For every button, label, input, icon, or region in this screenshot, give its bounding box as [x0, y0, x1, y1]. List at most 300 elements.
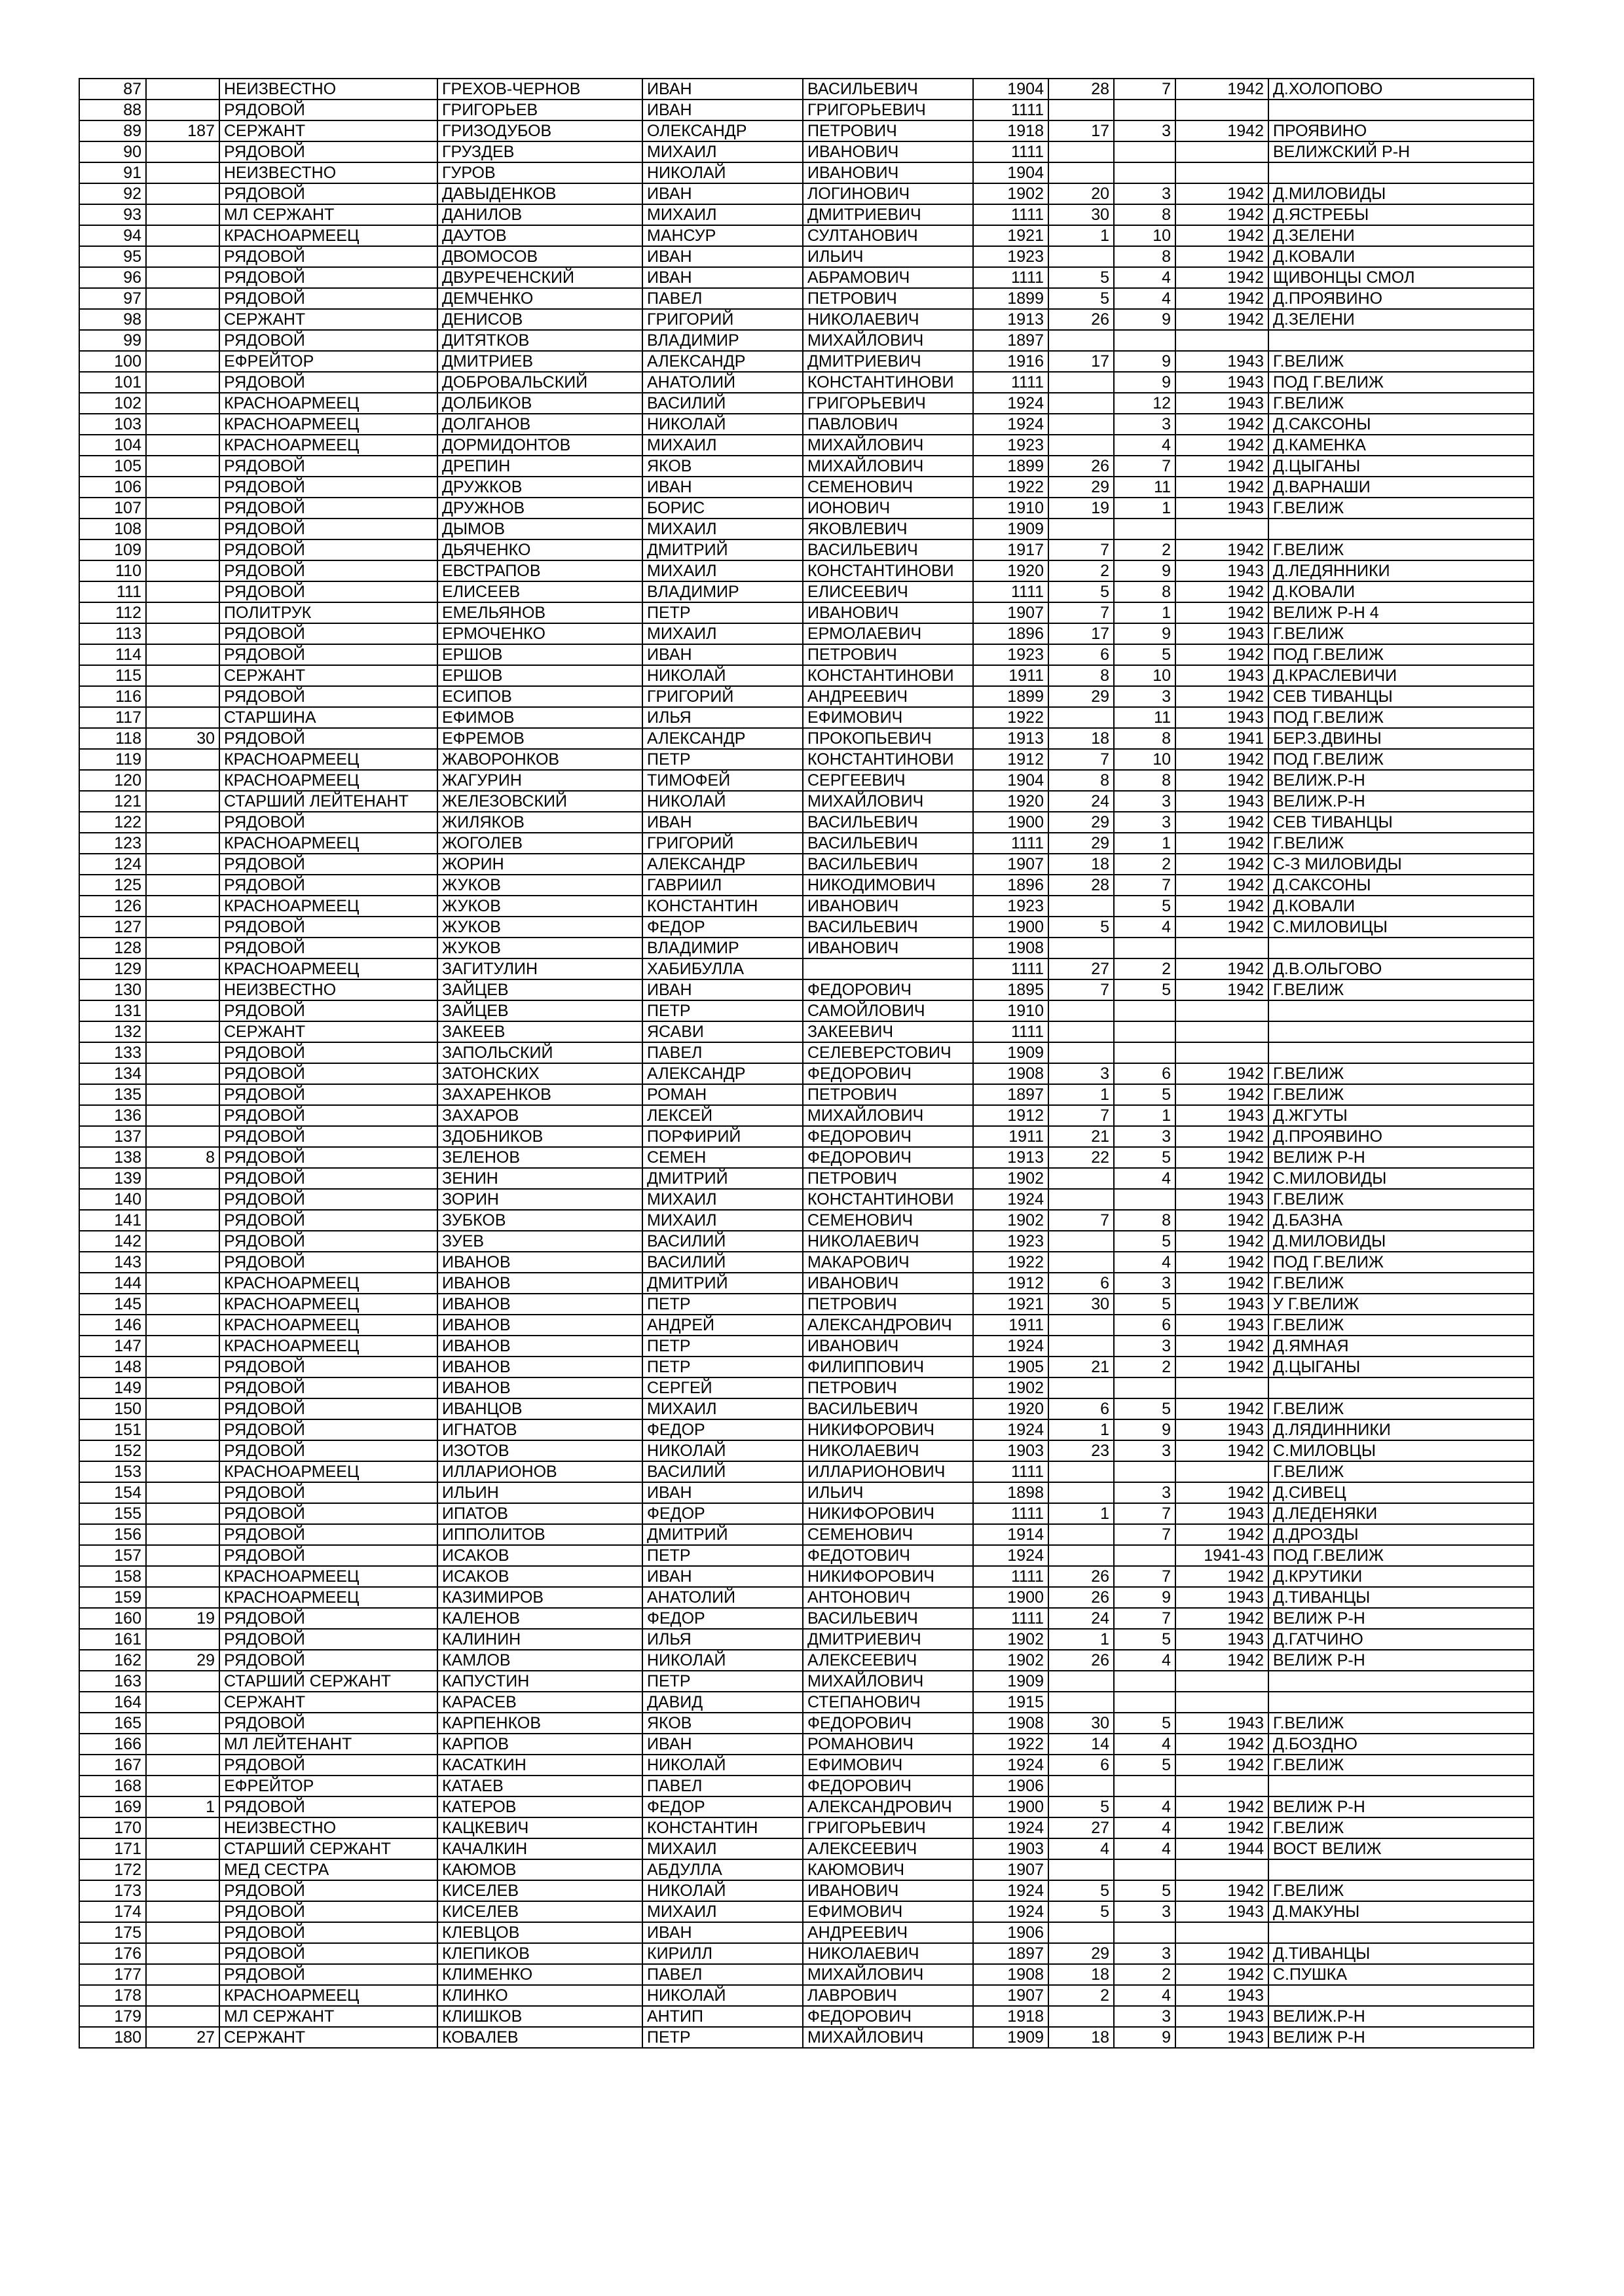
code-cell — [146, 812, 219, 833]
place-cell: Д.ЯСТРЕБЫ — [1268, 204, 1534, 225]
surname-cell: ДОЛБИКОВ — [437, 393, 642, 414]
code-cell: 1 — [146, 1796, 219, 1817]
rank-cell: ПОЛИТРУК — [219, 602, 437, 623]
patronymic-cell: ПЕТРОВИЧ — [803, 1168, 973, 1189]
rank-cell: РЯДОВОЙ — [219, 1042, 437, 1063]
code-cell: 30 — [146, 728, 219, 749]
rank-cell: РЯДОВОЙ — [219, 498, 437, 519]
death-month-cell: 3 — [1114, 812, 1175, 833]
birth-year-cell: 1111 — [973, 372, 1048, 393]
birth-year-cell: 1111 — [973, 1608, 1048, 1629]
rank-cell: РЯДОВОЙ — [219, 1147, 437, 1168]
table-row — [79, 958, 1534, 979]
surname-cell: ИЗОТОВ — [437, 1440, 642, 1461]
first-name-cell: НИКОЛАЙ — [642, 1440, 803, 1461]
code-cell — [146, 707, 219, 728]
birth-year-cell: 1913 — [973, 728, 1048, 749]
death-year-cell: 1943 — [1175, 707, 1268, 728]
code-cell — [146, 1545, 219, 1566]
first-name-cell: МИХАИЛ — [642, 1210, 803, 1231]
death-day-cell: 30 — [1048, 1713, 1114, 1734]
table-row — [79, 1336, 1534, 1357]
death-year-cell: 1942 — [1175, 1210, 1268, 1231]
code-cell — [146, 1042, 219, 1063]
table-row — [79, 896, 1534, 917]
table-row — [79, 1105, 1534, 1126]
first-name-cell: ПЕТР — [642, 602, 803, 623]
death-month-cell: 2 — [1114, 854, 1175, 875]
code-cell — [146, 1357, 219, 1377]
death-day-cell: 18 — [1048, 1964, 1114, 1985]
row-number-cell: 150 — [79, 1398, 146, 1419]
place-cell: Г.ВЕЛИЖ — [1268, 1461, 1534, 1482]
code-cell: 19 — [146, 1608, 219, 1629]
row-number-cell: 105 — [79, 456, 146, 477]
patronymic-cell: ПЕТРОВИЧ — [803, 120, 973, 141]
code-cell — [146, 435, 219, 456]
table-row — [79, 267, 1534, 288]
rank-cell: РЯДОВОЙ — [219, 560, 437, 581]
surname-cell: ИВАНОВ — [437, 1252, 642, 1273]
code-cell — [146, 1377, 219, 1398]
row-number-cell: 90 — [79, 141, 146, 162]
death-month-cell: 3 — [1114, 686, 1175, 707]
surname-cell: ЗАЙЦЕВ — [437, 1000, 642, 1021]
surname-cell: ДОРМИДОНТОВ — [437, 435, 642, 456]
rank-cell: КРАСНОАРМЕЕЦ — [219, 1294, 437, 1315]
surname-cell: ЖИЛЯКОВ — [437, 812, 642, 833]
death-year-cell: 1943 — [1175, 623, 1268, 644]
first-name-cell: ИВАН — [642, 979, 803, 1000]
code-cell — [146, 1692, 219, 1713]
surname-cell: ДЫМОВ — [437, 519, 642, 539]
place-cell: ВЕЛИЖ Р-Н — [1268, 1608, 1534, 1629]
death-year-cell: 1942 — [1175, 875, 1268, 896]
row-number-cell: 119 — [79, 749, 146, 770]
table-row — [79, 1524, 1534, 1545]
death-month-cell: 4 — [1114, 267, 1175, 288]
surname-cell: КАПУСТИН — [437, 1671, 642, 1692]
place-cell: Г.ВЕЛИЖ — [1268, 1063, 1534, 1084]
death-year-cell: 1942 — [1175, 1734, 1268, 1755]
rank-cell: СЕРЖАНТ — [219, 2027, 437, 2048]
row-number-cell: 124 — [79, 854, 146, 875]
table-row — [79, 330, 1534, 351]
rank-cell: РЯДОВОЙ — [219, 1650, 437, 1671]
surname-cell: ЕВСТРАПОВ — [437, 560, 642, 581]
place-cell: Г.ВЕЛИЖ — [1268, 351, 1534, 372]
code-cell — [146, 875, 219, 896]
rank-cell: СЕРЖАНТ — [219, 665, 437, 686]
first-name-cell: МИХАИЛ — [642, 1398, 803, 1419]
birth-year-cell: 1903 — [973, 1838, 1048, 1859]
row-number-cell: 100 — [79, 351, 146, 372]
death-day-cell: 1 — [1048, 1503, 1114, 1524]
row-number-cell: 171 — [79, 1838, 146, 1859]
row-number-cell: 123 — [79, 833, 146, 854]
death-month-cell: 4 — [1114, 1734, 1175, 1755]
code-cell — [146, 1315, 219, 1336]
table-row — [79, 1063, 1534, 1084]
surname-cell: ИЛЬИН — [437, 1482, 642, 1503]
place-cell: Д.ПРОЯВИНО — [1268, 1126, 1534, 1147]
table-row — [79, 1231, 1534, 1252]
birth-year-cell: 1111 — [973, 141, 1048, 162]
surname-cell: ИПАТОВ — [437, 1503, 642, 1524]
table-row — [79, 833, 1534, 854]
patronymic-cell: ЕФИМОВИЧ — [803, 1901, 973, 1922]
birth-year-cell: 1924 — [973, 1817, 1048, 1838]
death-day-cell — [1048, 1315, 1114, 1336]
death-month-cell: 3 — [1114, 1126, 1175, 1147]
first-name-cell: КИРИЛЛ — [642, 1943, 803, 1964]
death-month-cell: 5 — [1114, 1755, 1175, 1776]
rank-cell: РЯДОВОЙ — [219, 917, 437, 938]
first-name-cell: ВАСИЛИЙ — [642, 393, 803, 414]
death-month-cell: 10 — [1114, 749, 1175, 770]
birth-year-cell: 1900 — [973, 917, 1048, 938]
first-name-cell: КОНСТАНТИН — [642, 1817, 803, 1838]
patronymic-cell: ВАСИЛЬЕВИЧ — [803, 1398, 973, 1419]
patronymic-cell: МАКАРОВИЧ — [803, 1252, 973, 1273]
row-number-cell: 136 — [79, 1105, 146, 1126]
first-name-cell: ФЕДОР — [642, 1796, 803, 1817]
first-name-cell: ПЕТР — [642, 749, 803, 770]
birth-year-cell: 1900 — [973, 1587, 1048, 1608]
death-year-cell: 1942 — [1175, 1398, 1268, 1419]
table-row — [79, 644, 1534, 665]
table-row — [79, 204, 1534, 225]
death-year-cell: 1943 — [1175, 1419, 1268, 1440]
place-cell: БЕР.З.ДВИНЫ — [1268, 728, 1534, 749]
surname-cell: ГРИГОРЬЕВ — [437, 100, 642, 120]
row-number-cell: 158 — [79, 1566, 146, 1587]
birth-year-cell: 1111 — [973, 1461, 1048, 1482]
table-row — [79, 1922, 1534, 1943]
death-day-cell — [1048, 1776, 1114, 1796]
death-day-cell: 24 — [1048, 791, 1114, 812]
place-cell: Д.ВАРНАШИ — [1268, 477, 1534, 498]
death-month-cell — [1114, 1545, 1175, 1566]
death-month-cell: 9 — [1114, 560, 1175, 581]
place-cell: Д.ЗЕЛЕНИ — [1268, 309, 1534, 330]
surname-cell: КЛИМЕНКО — [437, 1964, 642, 1985]
death-day-cell: 28 — [1048, 875, 1114, 896]
surname-cell: КАТАЕВ — [437, 1776, 642, 1796]
surname-cell: ИВАНЦОВ — [437, 1398, 642, 1419]
row-number-cell: 170 — [79, 1817, 146, 1838]
death-year-cell: 1942 — [1175, 1943, 1268, 1964]
first-name-cell: ЯКОВ — [642, 456, 803, 477]
death-day-cell: 3 — [1048, 1063, 1114, 1084]
death-day-cell: 24 — [1048, 1608, 1114, 1629]
death-day-cell: 29 — [1048, 833, 1114, 854]
rank-cell: РЯДОВОЙ — [219, 183, 437, 204]
rank-cell: СТАРШИЙ ЛЕЙТЕНАНТ — [219, 791, 437, 812]
row-number-cell: 157 — [79, 1545, 146, 1566]
death-day-cell: 21 — [1048, 1357, 1114, 1377]
code-cell — [146, 1084, 219, 1105]
birth-year-cell: 1111 — [973, 1566, 1048, 1587]
birth-year-cell: 1902 — [973, 1210, 1048, 1231]
death-year-cell: 1943 — [1175, 372, 1268, 393]
table-row — [79, 1147, 1534, 1168]
place-cell: Г.ВЕЛИЖ — [1268, 833, 1534, 854]
death-day-cell — [1048, 1168, 1114, 1189]
code-cell — [146, 644, 219, 665]
rank-cell: КРАСНОАРМЕЕЦ — [219, 393, 437, 414]
patronymic-cell: ФЕДОТОВИЧ — [803, 1545, 973, 1566]
first-name-cell: НИКОЛАЙ — [642, 1755, 803, 1776]
surname-cell: КАРПЕНКОВ — [437, 1713, 642, 1734]
place-cell: Д.САКСОНЫ — [1268, 875, 1534, 896]
first-name-cell: БОРИС — [642, 498, 803, 519]
patronymic-cell: МИХАЙЛОВИЧ — [803, 1964, 973, 1985]
row-number-cell: 97 — [79, 288, 146, 309]
birth-year-cell: 1908 — [973, 1063, 1048, 1084]
birth-year-cell: 1911 — [973, 1126, 1048, 1147]
table-row — [79, 791, 1534, 812]
first-name-cell: ИВАН — [642, 812, 803, 833]
row-number-cell: 104 — [79, 435, 146, 456]
surname-cell: ЕЛИСЕЕВ — [437, 581, 642, 602]
birth-year-cell: 1923 — [973, 246, 1048, 267]
surname-cell: ЗАТОНСКИХ — [437, 1063, 642, 1084]
code-cell — [146, 854, 219, 875]
place-cell — [1268, 1000, 1534, 1021]
birth-year-cell: 1111 — [973, 100, 1048, 120]
code-cell — [146, 1880, 219, 1901]
rank-cell: РЯДОВОЙ — [219, 1503, 437, 1524]
death-day-cell — [1048, 246, 1114, 267]
patronymic-cell: КОНСТАНТИНОВИ — [803, 665, 973, 686]
place-cell: С.МИЛОВИДЫ — [1268, 1168, 1534, 1189]
death-month-cell: 4 — [1114, 435, 1175, 456]
rank-cell: КРАСНОАРМЕЕЦ — [219, 1336, 437, 1357]
code-cell — [146, 1587, 219, 1608]
patronymic-cell: АНТОНОВИЧ — [803, 1587, 973, 1608]
death-day-cell — [1048, 1922, 1114, 1943]
row-number-cell: 102 — [79, 393, 146, 414]
surname-cell: ДАУТОВ — [437, 225, 642, 246]
surname-cell: КАЗИМИРОВ — [437, 1587, 642, 1608]
death-month-cell: 5 — [1114, 1398, 1175, 1419]
birth-year-cell: 1899 — [973, 456, 1048, 477]
death-year-cell — [1175, 1692, 1268, 1713]
death-day-cell: 29 — [1048, 812, 1114, 833]
death-year-cell: 1942 — [1175, 979, 1268, 1000]
code-cell — [146, 623, 219, 644]
row-number-cell: 93 — [79, 204, 146, 225]
patronymic-cell: ФЕДОРОВИЧ — [803, 1147, 973, 1168]
surname-cell: ИСАКОВ — [437, 1566, 642, 1587]
birth-year-cell: 1914 — [973, 1524, 1048, 1545]
table-row — [79, 372, 1534, 393]
patronymic-cell: ВАСИЛЬЕВИЧ — [803, 917, 973, 938]
table-row — [79, 1419, 1534, 1440]
code-cell — [146, 414, 219, 435]
birth-year-cell: 1911 — [973, 665, 1048, 686]
first-name-cell: ДМИТРИЙ — [642, 1168, 803, 1189]
row-number-cell: 96 — [79, 267, 146, 288]
table-row — [79, 875, 1534, 896]
first-name-cell: ВЛАДИМИР — [642, 581, 803, 602]
place-cell: СЕВ ТИВАНЦЫ — [1268, 686, 1534, 707]
patronymic-cell: АНДРЕЕВИЧ — [803, 686, 973, 707]
death-month-cell: 11 — [1114, 707, 1175, 728]
row-number-cell: 131 — [79, 1000, 146, 1021]
death-month-cell — [1114, 1461, 1175, 1482]
birth-year-cell: 1923 — [973, 644, 1048, 665]
code-cell — [146, 1671, 219, 1692]
surname-cell: ЕФРЕМОВ — [437, 728, 642, 749]
death-day-cell: 5 — [1048, 288, 1114, 309]
death-month-cell: 3 — [1114, 183, 1175, 204]
rank-cell: РЯДОВОЙ — [219, 686, 437, 707]
patronymic-cell: СТЕПАНОВИЧ — [803, 1692, 973, 1713]
death-year-cell: 1942 — [1175, 602, 1268, 623]
place-cell — [1268, 100, 1534, 120]
death-year-cell: 1942 — [1175, 246, 1268, 267]
records-body — [79, 79, 1534, 2048]
surname-cell: ИВАНОВ — [437, 1336, 642, 1357]
surname-cell: КАЦКЕВИЧ — [437, 1817, 642, 1838]
table-row — [79, 477, 1534, 498]
patronymic-cell: МИХАЙЛОВИЧ — [803, 456, 973, 477]
birth-year-cell: 1896 — [973, 875, 1048, 896]
patronymic-cell: КОНСТАНТИНОВИ — [803, 749, 973, 770]
row-number-cell: 130 — [79, 979, 146, 1000]
table-row — [79, 1440, 1534, 1461]
death-month-cell: 9 — [1114, 2027, 1175, 2048]
row-number-cell: 152 — [79, 1440, 146, 1461]
place-cell — [1268, 330, 1534, 351]
rank-cell: КРАСНОАРМЕЕЦ — [219, 1985, 437, 2006]
row-number-cell: 165 — [79, 1713, 146, 1734]
death-month-cell — [1114, 100, 1175, 120]
death-month-cell: 3 — [1114, 1901, 1175, 1922]
death-day-cell: 30 — [1048, 1294, 1114, 1315]
table-row — [79, 456, 1534, 477]
patronymic-cell: СЕЛЕВЕРСТОВИЧ — [803, 1042, 973, 1063]
table-row — [79, 2006, 1534, 2027]
birth-year-cell: 1111 — [973, 1503, 1048, 1524]
code-cell — [146, 100, 219, 120]
birth-year-cell: 1913 — [973, 309, 1048, 330]
code-cell — [146, 770, 219, 791]
death-day-cell: 29 — [1048, 686, 1114, 707]
first-name-cell: ПЕТР — [642, 2027, 803, 2048]
patronymic-cell: ФЕДОРОВИЧ — [803, 2006, 973, 2027]
first-name-cell: НИКОЛАЙ — [642, 162, 803, 183]
death-day-cell — [1048, 414, 1114, 435]
table-row — [79, 1964, 1534, 1985]
code-cell — [146, 204, 219, 225]
death-day-cell: 14 — [1048, 1734, 1114, 1755]
death-year-cell: 1942 — [1175, 958, 1268, 979]
table-row — [79, 288, 1534, 309]
rank-cell: КРАСНОАРМЕЕЦ — [219, 1273, 437, 1294]
patronymic-cell: ДМИТРИЕВИЧ — [803, 204, 973, 225]
death-year-cell: 1942 — [1175, 812, 1268, 833]
birth-year-cell: 1921 — [973, 1294, 1048, 1315]
death-day-cell: 5 — [1048, 1901, 1114, 1922]
row-number-cell: 101 — [79, 372, 146, 393]
death-month-cell: 4 — [1114, 917, 1175, 938]
table-row — [79, 1461, 1534, 1482]
death-day-cell — [1048, 141, 1114, 162]
code-cell — [146, 602, 219, 623]
rank-cell: КРАСНОАРМЕЕЦ — [219, 749, 437, 770]
death-day-cell — [1048, 330, 1114, 351]
code-cell — [146, 979, 219, 1000]
birth-year-cell: 1897 — [973, 330, 1048, 351]
death-day-cell: 5 — [1048, 581, 1114, 602]
death-year-cell — [1175, 1859, 1268, 1880]
row-number-cell: 132 — [79, 1021, 146, 1042]
birth-year-cell: 1924 — [973, 1419, 1048, 1440]
death-year-cell: 1942 — [1175, 1650, 1268, 1671]
surname-cell: ДМИТРИЕВ — [437, 351, 642, 372]
patronymic-cell: АЛЕКСАНДРОВИЧ — [803, 1315, 973, 1336]
table-row — [79, 1315, 1534, 1336]
death-month-cell — [1114, 1922, 1175, 1943]
row-number-cell: 114 — [79, 644, 146, 665]
patronymic-cell: ИВАНОВИЧ — [803, 1336, 973, 1357]
place-cell: Г.ВЕЛИЖ — [1268, 1273, 1534, 1294]
death-month-cell: 11 — [1114, 477, 1175, 498]
death-year-cell: 1942 — [1175, 1168, 1268, 1189]
birth-year-cell: 1909 — [973, 2027, 1048, 2048]
death-month-cell: 7 — [1114, 1566, 1175, 1587]
death-day-cell: 29 — [1048, 477, 1114, 498]
patronymic-cell: ИВАНОВИЧ — [803, 938, 973, 958]
table-row — [79, 560, 1534, 581]
table-row — [79, 120, 1534, 141]
patronymic-cell: ДМИТРИЕВИЧ — [803, 1629, 973, 1650]
death-month-cell: 5 — [1114, 1880, 1175, 1901]
death-year-cell: 1943 — [1175, 1985, 1268, 2006]
table-row — [79, 1084, 1534, 1105]
death-month-cell: 5 — [1114, 896, 1175, 917]
death-day-cell: 28 — [1048, 79, 1114, 100]
death-month-cell: 4 — [1114, 1985, 1175, 2006]
death-day-cell: 26 — [1048, 1650, 1114, 1671]
rank-cell: РЯДОВОЙ — [219, 1000, 437, 1021]
row-number-cell: 164 — [79, 1692, 146, 1713]
surname-cell: ИВАНОВ — [437, 1273, 642, 1294]
place-cell — [1268, 1776, 1534, 1796]
code-cell — [146, 1461, 219, 1482]
row-number-cell: 125 — [79, 875, 146, 896]
table-row — [79, 707, 1534, 728]
death-day-cell — [1048, 1461, 1114, 1482]
birth-year-cell: 1922 — [973, 477, 1048, 498]
rank-cell: РЯДОВОЙ — [219, 1880, 437, 1901]
rank-cell: СЕРЖАНТ — [219, 1021, 437, 1042]
patronymic-cell: ИВАНОВИЧ — [803, 1273, 973, 1294]
code-cell: 8 — [146, 1147, 219, 1168]
surname-cell: ИЛЛАРИОНОВ — [437, 1461, 642, 1482]
birth-year-cell: 1909 — [973, 1042, 1048, 1063]
patronymic-cell: НИКОЛАЕВИЧ — [803, 309, 973, 330]
patronymic-cell: СЕМЕНОВИЧ — [803, 1524, 973, 1545]
death-month-cell: 6 — [1114, 1315, 1175, 1336]
death-month-cell: 3 — [1114, 1943, 1175, 1964]
death-day-cell — [1048, 896, 1114, 917]
death-year-cell: 1942 — [1175, 896, 1268, 917]
rank-cell: МЛ СЕРЖАНТ — [219, 204, 437, 225]
